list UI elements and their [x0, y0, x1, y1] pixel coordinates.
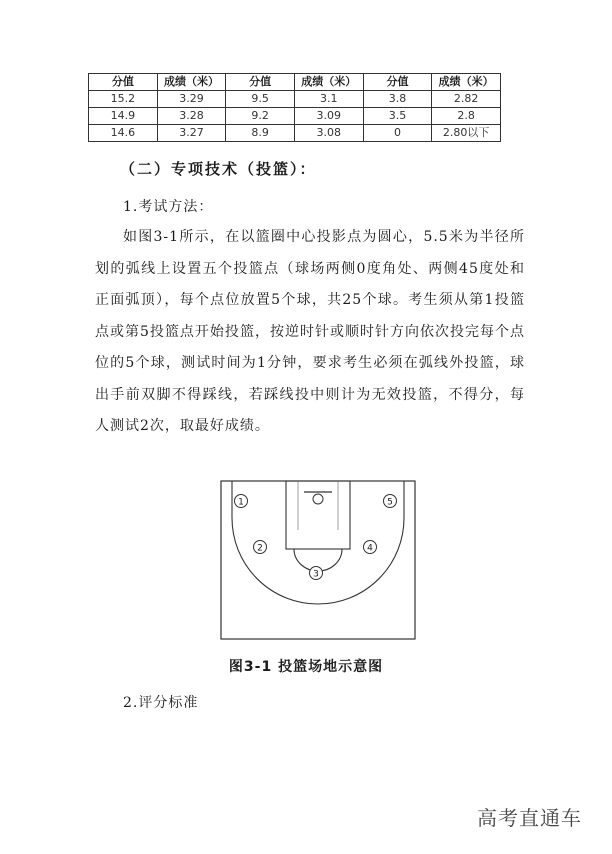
spot-label: 5 [387, 497, 393, 508]
section-heading: （二）专项技术（投篮）： [120, 160, 317, 178]
exam-method-paragraph: 如图3-1所示，在以篮圈中心投影点为圆心，5.5米为半径所划的弧线上设置五个投篮点（球场两侧0度角处、两侧45度处和正面弧顶），每个点位放置5个球，共25个球。考生须从第1投篮点或第5投篮点开始投篮，按逆时针或顺时针方向依次投完每个点位的5个球，测试时间为1分钟，要求考生必须在弧线外投篮，球出手前双脚不得踩线，若踩线投中则计为无效投篮，不得分，每人测试2次，取最好成绩。 [95, 229, 525, 434]
score-table [88, 73, 501, 142]
spot-label: 3 [313, 569, 319, 580]
table-cell: 9.2 [226, 108, 295, 125]
watermark: 高考直通车 [477, 806, 582, 830]
column-header: 成绩（米） [294, 74, 363, 91]
key-area [286, 481, 350, 549]
column-header: 分值 [226, 74, 295, 91]
figure-caption: 图3-1 投篮场地示意图 [228, 659, 384, 675]
column-header: 分值 [89, 74, 158, 91]
table-row [89, 108, 501, 125]
column-header: 成绩（米） [432, 74, 501, 91]
table-row [89, 125, 501, 142]
shooting-spot-5 [384, 495, 397, 508]
table-cell: 3.27 [157, 125, 226, 142]
table-cell: 3.5 [363, 108, 432, 125]
table-cell: 14.9 [89, 108, 158, 125]
table-cell: 3.29 [157, 91, 226, 108]
court-diagram [220, 480, 416, 640]
spot-label: 2 [257, 543, 263, 554]
spot-label: 4 [367, 543, 373, 554]
shooting-spot-3 [310, 567, 323, 580]
table-cell: 3.1 [294, 91, 363, 108]
table-cell: 2.82 [432, 91, 501, 108]
table-cell: 3.09 [294, 108, 363, 125]
spot-label: 1 [238, 497, 244, 508]
table-cell: 9.5 [226, 91, 295, 108]
table-cell: 3.28 [157, 108, 226, 125]
table-cell: 8.9 [226, 125, 295, 142]
table-cell: 2.80以下 [432, 125, 501, 142]
table-row [89, 91, 501, 108]
hoop [313, 494, 323, 504]
table-cell: 3.08 [294, 125, 363, 142]
shooting-spot-4 [364, 541, 377, 554]
column-header: 成绩（米） [157, 74, 226, 91]
table-cell: 0 [363, 125, 432, 142]
table-cell: 2.8 [432, 108, 501, 125]
table-cell: 15.2 [89, 91, 158, 108]
table-cell: 14.6 [89, 125, 158, 142]
column-header: 分值 [363, 74, 432, 91]
sub-heading-scoring-standard: 2.评分标准 [123, 695, 199, 711]
table-cell: 3.8 [363, 91, 432, 108]
table-header-row [89, 74, 501, 91]
shooting-spot-1 [235, 495, 248, 508]
sub-heading-exam-method: 1.考试方法： [123, 199, 214, 215]
shooting-spot-2 [254, 541, 267, 554]
